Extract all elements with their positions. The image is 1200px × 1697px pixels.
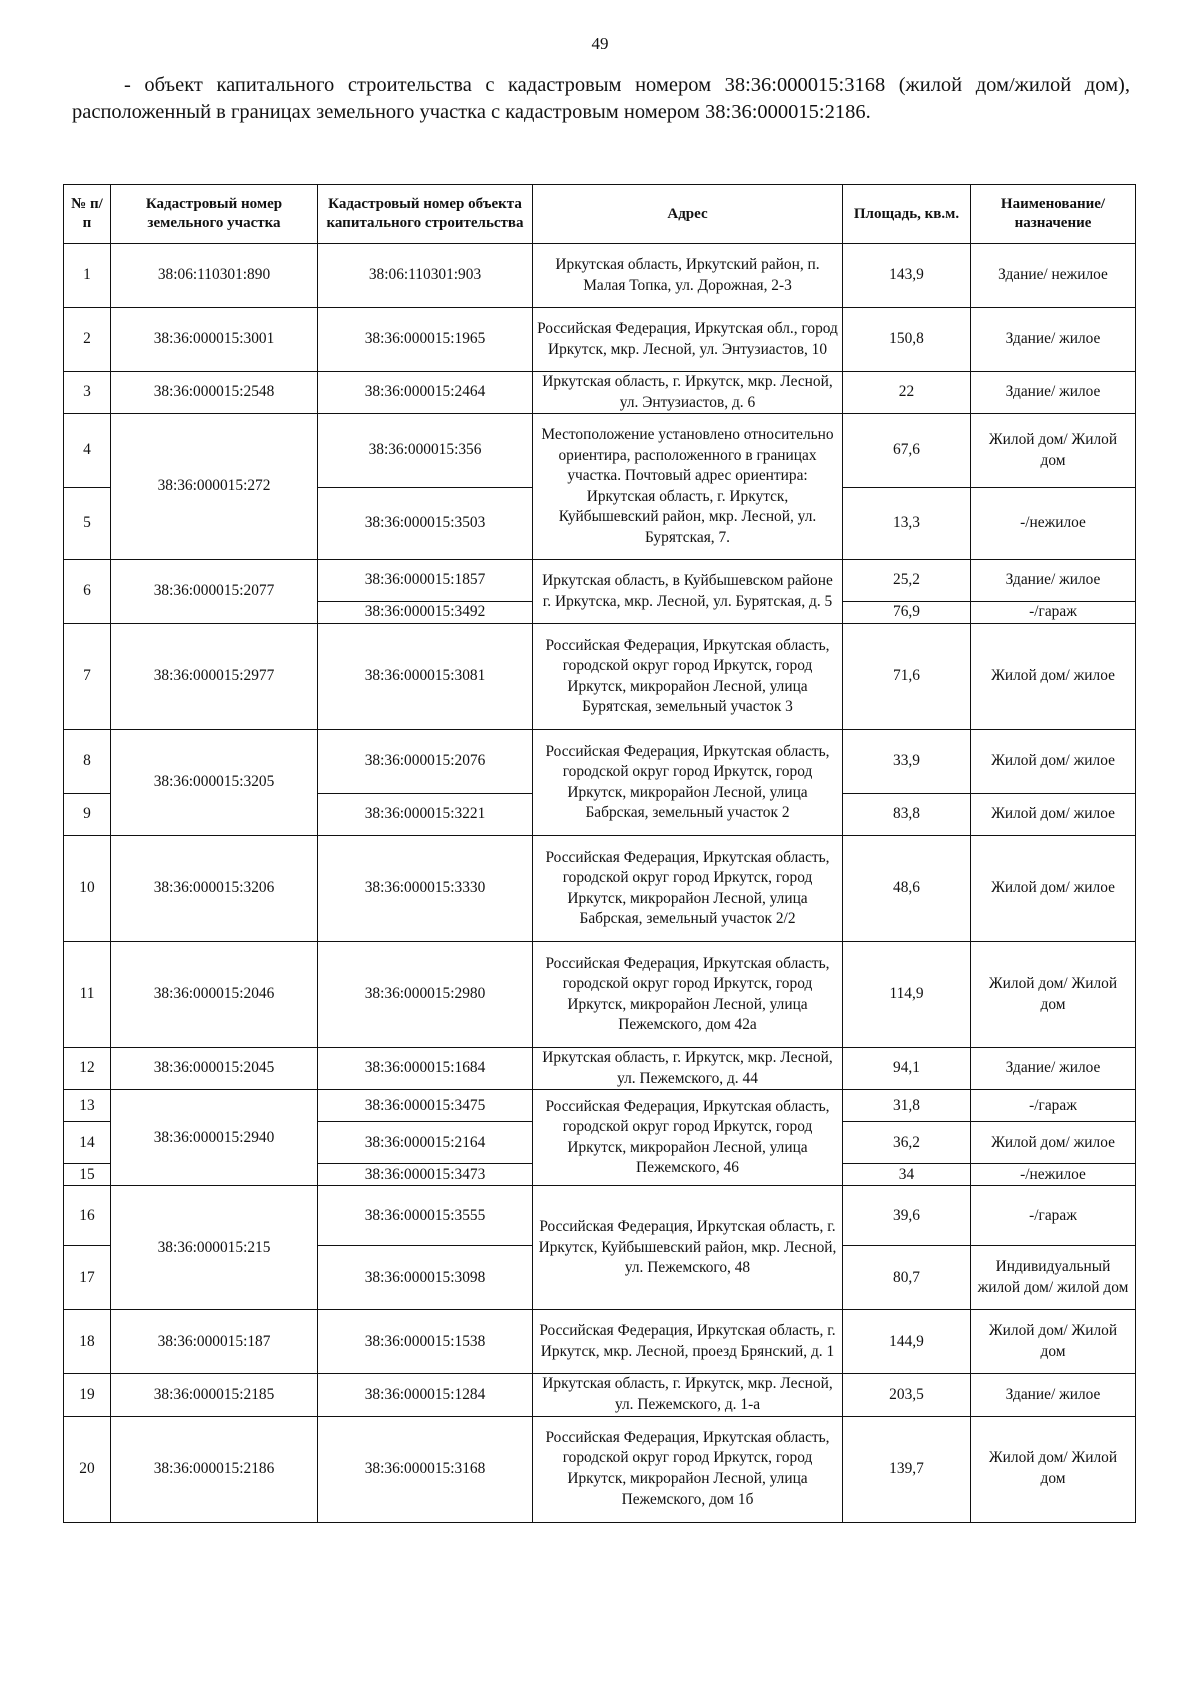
cell-land-number: 38:06:110301:890 bbox=[111, 244, 318, 308]
table-row bbox=[64, 730, 1136, 794]
cell-land-number: 38:36:000015:2977 bbox=[111, 624, 318, 730]
table-row bbox=[64, 1374, 1136, 1416]
cell-area: 203,5 bbox=[843, 1374, 971, 1416]
cell-object-number: 38:36:000015:1857 bbox=[318, 560, 533, 602]
table-row bbox=[64, 1416, 1136, 1522]
cell-address: Иркутская область, в Куйбышевском районе г. Иркутска, мкр. Лесной, ул. Бурятская, д. 5 bbox=[533, 560, 843, 624]
cell-num: 12 bbox=[64, 1048, 111, 1090]
cell-area: 25,2 bbox=[843, 560, 971, 602]
cell-area: 114,9 bbox=[843, 942, 971, 1048]
cell-area: 80,7 bbox=[843, 1246, 971, 1310]
cell-area: 22 bbox=[843, 372, 971, 414]
cell-address: Иркутская область, г. Иркутск, мкр. Лесной, ул. Пежемского, д. 1-а bbox=[533, 1374, 843, 1416]
cell-land-number: 38:36:000015:2077 bbox=[111, 560, 318, 624]
cell-purpose: Жилой дом/ жилое bbox=[971, 1122, 1136, 1164]
cell-num: 10 bbox=[64, 836, 111, 942]
cell-object-number: 38:36:000015:1284 bbox=[318, 1374, 533, 1416]
cell-address: Российская Федерация, Иркутская область, городской округ город Иркутск, город Иркутск, микрорайон Лесной, улица Пежемского, дом 42а bbox=[533, 942, 843, 1048]
table-row bbox=[64, 1186, 1136, 1246]
cell-num: 6 bbox=[64, 560, 111, 624]
cell-purpose: Здание/ жилое bbox=[971, 372, 1136, 414]
cell-num: 3 bbox=[64, 372, 111, 414]
cell-area: 83,8 bbox=[843, 794, 971, 836]
cell-object-number: 38:36:000015:3473 bbox=[318, 1164, 533, 1186]
cell-object-number: 38:36:000015:2164 bbox=[318, 1122, 533, 1164]
cell-object-number: 38:36:000015:3221 bbox=[318, 794, 533, 836]
cell-num: 9 bbox=[64, 794, 111, 836]
table-row bbox=[64, 1048, 1136, 1090]
cell-num: 8 bbox=[64, 730, 111, 794]
cell-purpose: Жилой дом/ жилое bbox=[971, 794, 1136, 836]
table-row bbox=[64, 308, 1136, 372]
cell-object-number: 38:36:000015:3081 bbox=[318, 624, 533, 730]
cell-area: 13,3 bbox=[843, 488, 971, 560]
header-land-number: Кадастровый номер земельного участка bbox=[111, 185, 318, 244]
cell-purpose: Здание/ жилое bbox=[971, 308, 1136, 372]
cell-land-number: 38:36:000015:2045 bbox=[111, 1048, 318, 1090]
cell-address: Иркутская область, Иркутский район, п. Малая Топка, ул. Дорожная, 2-3 bbox=[533, 244, 843, 308]
cell-purpose: Здание/ жилое bbox=[971, 560, 1136, 602]
cell-num: 20 bbox=[64, 1416, 111, 1522]
cell-land-number: 38:36:000015:2186 bbox=[111, 1416, 318, 1522]
cell-num: 7 bbox=[64, 624, 111, 730]
cell-area: 48,6 bbox=[843, 836, 971, 942]
cell-land-number: 38:36:000015:2940 bbox=[111, 1090, 318, 1186]
cell-purpose: -/гараж bbox=[971, 1090, 1136, 1122]
cell-object-number: 38:36:000015:2076 bbox=[318, 730, 533, 794]
cell-num: 5 bbox=[64, 488, 111, 560]
table-row bbox=[64, 560, 1136, 602]
cadastral-table bbox=[63, 184, 1136, 1523]
table-row bbox=[64, 1090, 1136, 1122]
cell-purpose: Здание/ жилое bbox=[971, 1048, 1136, 1090]
table-row bbox=[64, 1310, 1136, 1374]
cell-object-number: 38:36:000015:3492 bbox=[318, 602, 533, 624]
cell-purpose: -/гараж bbox=[971, 602, 1136, 624]
cell-num: 11 bbox=[64, 942, 111, 1048]
cell-land-number: 38:36:000015:2046 bbox=[111, 942, 318, 1048]
cell-num: 15 bbox=[64, 1164, 111, 1186]
cell-address: Российская Федерация, Иркутская область, городской округ город Иркутск, город Иркутск, микрорайон Лесной, улица Бабрская, земельный участок 2 bbox=[533, 730, 843, 836]
cell-purpose: Жилой дом/ Жилой дом bbox=[971, 942, 1136, 1048]
cell-land-number: 38:36:000015:272 bbox=[111, 414, 318, 560]
page-number: 49 bbox=[591, 34, 609, 53]
cell-address: Иркутская область, г. Иркутск, мкр. Лесной, ул. Пежемского, д. 44 bbox=[533, 1048, 843, 1090]
cell-num: 18 bbox=[64, 1310, 111, 1374]
cell-object-number: 38:36:000015:3098 bbox=[318, 1246, 533, 1310]
cell-address: Российская Федерация, Иркутская область, городской округ город Иркутск, город Иркутск, микрорайон Лесной, улица Бабрская, земельный участок 2/2 bbox=[533, 836, 843, 942]
header-purpose: Наименование/ назначение bbox=[971, 185, 1136, 244]
intro-text: - объект капитального строительства с кадастровым номером 38:36:000015:3168 (жилой дом/жилой дом), расположенный в границах земельного участка с кадастровым номером 38:36:000015:2186. bbox=[72, 74, 1130, 123]
table-row bbox=[64, 372, 1136, 414]
cell-area: 36,2 bbox=[843, 1122, 971, 1164]
cell-area: 143,9 bbox=[843, 244, 971, 308]
cell-purpose: Здание/ нежилое bbox=[971, 244, 1136, 308]
cell-object-number: 38:06:110301:903 bbox=[318, 244, 533, 308]
cell-land-number: 38:36:000015:3205 bbox=[111, 730, 318, 836]
cell-purpose: Жилой дом/ жилое bbox=[971, 730, 1136, 794]
cell-object-number: 38:36:000015:1965 bbox=[318, 308, 533, 372]
cell-area: 33,9 bbox=[843, 730, 971, 794]
cell-purpose: -/гараж bbox=[971, 1186, 1136, 1246]
cell-area: 76,9 bbox=[843, 602, 971, 624]
table-header-row bbox=[64, 185, 1136, 244]
cell-address: Российская Федерация, Иркутская обл., город Иркутск, мкр. Лесной, ул. Энтузиастов, 10 bbox=[533, 308, 843, 372]
cell-area: 67,6 bbox=[843, 414, 971, 488]
cell-object-number: 38:36:000015:2464 bbox=[318, 372, 533, 414]
cell-num: 13 bbox=[64, 1090, 111, 1122]
cell-purpose: Жилой дом/ жилое bbox=[971, 624, 1136, 730]
cell-num: 17 bbox=[64, 1246, 111, 1310]
intro-paragraph bbox=[72, 72, 1130, 126]
cell-num: 16 bbox=[64, 1186, 111, 1246]
cell-object-number: 38:36:000015:3555 bbox=[318, 1186, 533, 1246]
cell-num: 19 bbox=[64, 1374, 111, 1416]
cell-address: Российская Федерация, Иркутская область, г. Иркутск, мкр. Лесной, проезд Брянский, д. 1 bbox=[533, 1310, 843, 1374]
table-row bbox=[64, 624, 1136, 730]
cell-purpose: Жилой дом/ Жилой дом bbox=[971, 1416, 1136, 1522]
cell-area: 144,9 bbox=[843, 1310, 971, 1374]
table-row bbox=[64, 414, 1136, 488]
cell-address: Российская Федерация, Иркутская область, городской округ город Иркутск, город Иркутск, микрорайон Лесной, улица Бурятская, земельный участок 3 bbox=[533, 624, 843, 730]
cell-area: 34 bbox=[843, 1164, 971, 1186]
cell-purpose: Жилой дом/ жилое bbox=[971, 836, 1136, 942]
cell-object-number: 38:36:000015:3168 bbox=[318, 1416, 533, 1522]
cell-area: 139,7 bbox=[843, 1416, 971, 1522]
header-num: № п/п bbox=[64, 185, 111, 244]
cell-area: 71,6 bbox=[843, 624, 971, 730]
cell-num: 2 bbox=[64, 308, 111, 372]
cell-purpose: -/нежилое bbox=[971, 1164, 1136, 1186]
table-row bbox=[64, 836, 1136, 942]
cell-area: 150,8 bbox=[843, 308, 971, 372]
cell-land-number: 38:36:000015:2548 bbox=[111, 372, 318, 414]
cell-area: 94,1 bbox=[843, 1048, 971, 1090]
cell-object-number: 38:36:000015:3475 bbox=[318, 1090, 533, 1122]
cell-object-number: 38:36:000015:3330 bbox=[318, 836, 533, 942]
cell-land-number: 38:36:000015:3001 bbox=[111, 308, 318, 372]
cell-num: 14 bbox=[64, 1122, 111, 1164]
cell-num: 1 bbox=[64, 244, 111, 308]
cell-address: Иркутская область, г. Иркутск, мкр. Лесной, ул. Энтузиастов, д. 6 bbox=[533, 372, 843, 414]
cell-purpose: Индивидуальный жилой дом/ жилой дом bbox=[971, 1246, 1136, 1310]
cell-object-number: 38:36:000015:356 bbox=[318, 414, 533, 488]
cell-land-number: 38:36:000015:215 bbox=[111, 1186, 318, 1310]
header-address: Адрес bbox=[533, 185, 843, 244]
cell-area: 31,8 bbox=[843, 1090, 971, 1122]
cell-purpose: Здание/ жилое bbox=[971, 1374, 1136, 1416]
cell-object-number: 38:36:000015:1684 bbox=[318, 1048, 533, 1090]
cell-address: Российская Федерация, Иркутская область, г. Иркутск, Куйбышевский район, мкр. Лесной, ул. Пежемского, 48 bbox=[533, 1186, 843, 1310]
cell-address: Российская Федерация, Иркутская область, городской округ город Иркутск, город Иркутск, микрорайон Лесной, улица Пежемского, дом 1б bbox=[533, 1416, 843, 1522]
cell-land-number: 38:36:000015:187 bbox=[111, 1310, 318, 1374]
cell-area: 39,6 bbox=[843, 1186, 971, 1246]
cell-purpose: -/нежилое bbox=[971, 488, 1136, 560]
cell-address: Местоположение установлено относительно ориентира, расположенного в границах участка. Почтовый адрес ориентира: Иркутская область, г. Иркутск, Куйбышевский район, мкр. Лесной, ул. Бурятская, 7. bbox=[533, 414, 843, 560]
header-object-number: Кадастровый номер объекта капитального строительства bbox=[318, 185, 533, 244]
cell-purpose: Жилой дом/ Жилой дом bbox=[971, 1310, 1136, 1374]
cell-object-number: 38:36:000015:2980 bbox=[318, 942, 533, 1048]
header-area: Площадь, кв.м. bbox=[843, 185, 971, 244]
cell-address: Российская Федерация, Иркутская область, городской округ город Иркутск, город Иркутск, микрорайон Лесной, улица Пежемского, 46 bbox=[533, 1090, 843, 1186]
table-row bbox=[64, 244, 1136, 308]
cell-land-number: 38:36:000015:2185 bbox=[111, 1374, 318, 1416]
cell-object-number: 38:36:000015:1538 bbox=[318, 1310, 533, 1374]
cell-num: 4 bbox=[64, 414, 111, 488]
cell-object-number: 38:36:000015:3503 bbox=[318, 488, 533, 560]
cell-purpose: Жилой дом/ Жилой дом bbox=[971, 414, 1136, 488]
table-row bbox=[64, 942, 1136, 1048]
cell-land-number: 38:36:000015:3206 bbox=[111, 836, 318, 942]
